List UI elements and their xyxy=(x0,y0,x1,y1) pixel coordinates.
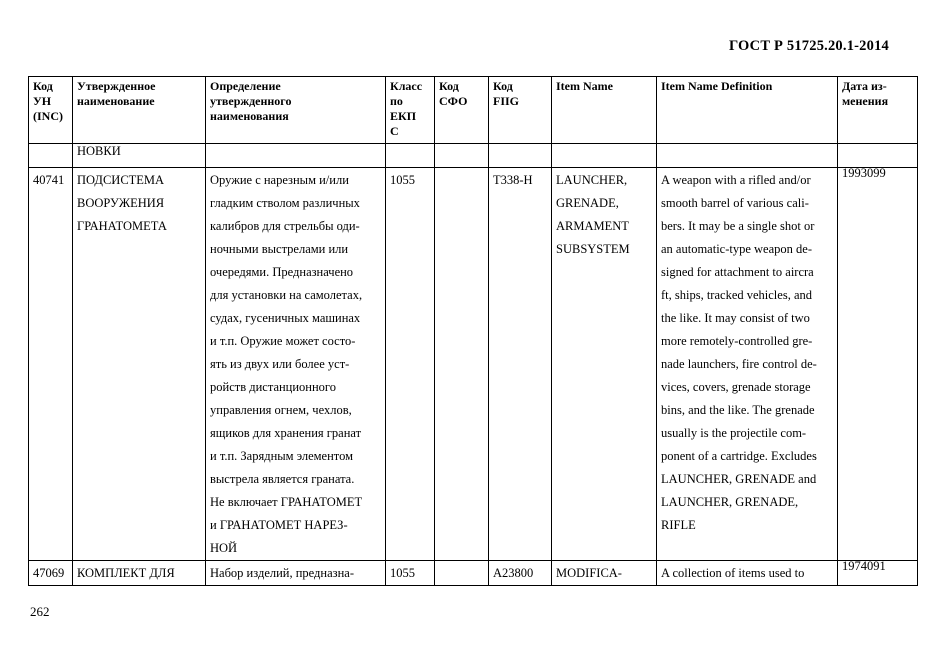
classification-table xyxy=(28,76,918,586)
cell-inc: 47069 xyxy=(29,561,73,586)
cell-class xyxy=(386,144,435,168)
cell-name: НОВКИ xyxy=(73,144,206,168)
table-row xyxy=(29,168,918,561)
cell-definition: Набор изделий, предназна- xyxy=(206,561,386,586)
cell-item-name: MODIFICA- xyxy=(552,561,657,586)
cell-definition: Оружие с нарезным и/или гладким стволом различных калибров для стрельбы оди- ночными выстрелами или очередями. Предназначено для установки на самолетах, судах, гусеничных машинах и т.п. Оружие может состо- ять из двух или более уст- ройств дистанционного управления огнем, чехлов, ящиков для хранения гранат и т.п. Зарядным элементом выстрела является граната. Не включает ГРАНАТОМЕТ и ГРАНАТОМЕТ НАРЕЗ- НОЙ xyxy=(206,168,386,561)
header-item-name-definition: Item Name Definition xyxy=(657,77,838,144)
header-inc: Код УН (INC) xyxy=(29,77,73,144)
cell-name: КОМПЛЕКТ ДЛЯ xyxy=(73,561,206,586)
cell-item-definition xyxy=(657,144,838,168)
cell-class: 1055 xyxy=(386,168,435,561)
table-row-continuation xyxy=(29,144,918,168)
header-item-name: Item Name xyxy=(552,77,657,144)
cell-sfo xyxy=(435,168,489,561)
page-number: 262 xyxy=(30,604,50,619)
cell-item-name xyxy=(552,144,657,168)
header-class: Класс по ЕКП С xyxy=(386,77,435,144)
cell-date: 1974091 xyxy=(838,561,918,586)
table-row xyxy=(29,561,918,586)
cell-item-definition: A weapon with a rifled and/or smooth barrel of various cali- bers. It may be a single shot or an automatic-type weapon de- signed for attachment to aircra ft, ships, tracked vehicles, and the like. It may consist of two more remotely-controlled gre- nade launchers, fire control de- vices, covers, grenade storage bins, and the like. The grenade usually is the projectile com- ponent of a cartridge. Excludes LAUNCHER, GRENADE and LAUNCHER, GRENADE, RIFLE xyxy=(657,168,838,561)
cell-date: 1993099 xyxy=(838,168,918,561)
cell-item-name: LAUNCHER, GRENADE, ARMAMENT SUBSYSTEM xyxy=(552,168,657,561)
cell-definition xyxy=(206,144,386,168)
cell-fiig: T338-H xyxy=(489,168,552,561)
cell-class: 1055 xyxy=(386,561,435,586)
header-definition: Определение утвержденного наименования xyxy=(206,77,386,144)
cell-item-definition: A collection of items used to xyxy=(657,561,838,586)
cell-fiig xyxy=(489,144,552,168)
cell-sfo xyxy=(435,144,489,168)
cell-sfo xyxy=(435,561,489,586)
cell-fiig: A23800 xyxy=(489,561,552,586)
cell-date xyxy=(838,144,918,168)
header-sfo: Код СФО xyxy=(435,77,489,144)
header-fiig: Код FIIG xyxy=(489,77,552,144)
cell-name: ПОДСИСТЕМА ВООРУЖЕНИЯ ГРАНАТОМЕТА xyxy=(73,168,206,561)
cell-inc xyxy=(29,144,73,168)
header-change-date: Дата из- менения xyxy=(838,77,918,144)
table-header-row xyxy=(29,77,918,144)
header-approved-name: Утвержденное наименование xyxy=(73,77,206,144)
document-header: ГОСТ Р 51725.20.1-2014 xyxy=(728,38,889,54)
cell-inc: 40741 xyxy=(29,168,73,561)
